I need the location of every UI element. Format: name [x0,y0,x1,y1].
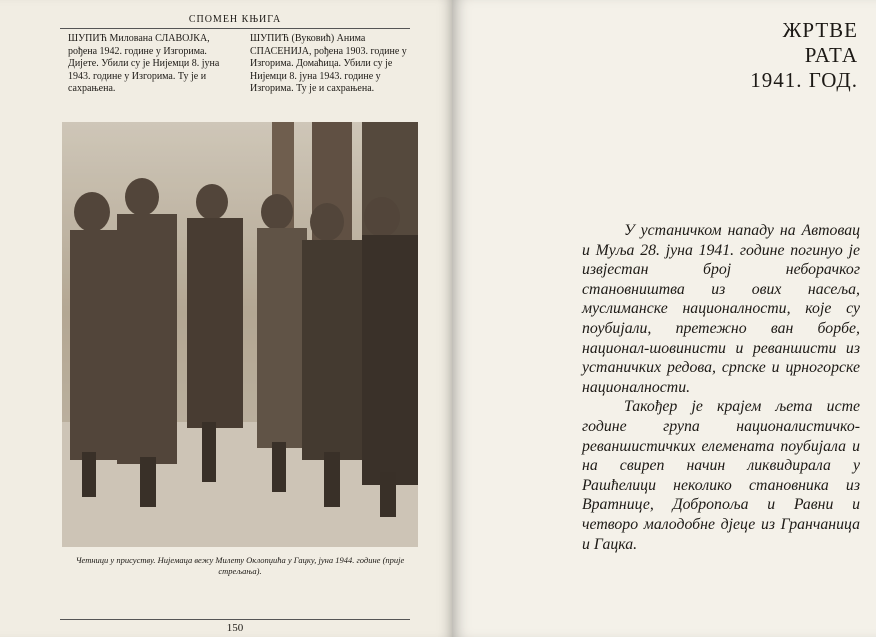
page-number: 150 [226,622,244,634]
paragraph-1: У устаничком нападу на Автовац и Муља 28. јуна 1941. године погинуо је извјестан број неборачког становништва из ових насеља, муслиманске националности, које су поубијали, претежно ван борбе, национал-шовинисти и реваншисти из устаничких редова, српске и црногорске националности. [582,222,860,396]
heading-line-1: ЖРТВЕ [782,18,858,42]
paragraph-2: Такођер је крајем љета исте године група националистичко-реваншистичких елемената поубијала и на свиреп начин ликвидирала у Рашћелици неколико становника из Вратнице, Добропоља и Равни и четворо малодобне дјеце из Гранчаница и Гацка. [582,398,860,553]
victim-entry-2: ШУПИЋ (Вуковић) Анима СПАСЕНИЈА, рођена 1903. године у Изгорима. Домаћица. Убили су је Нијемци 8. јуна 1943. године у Изгорима. Ту је и сахрањена. [250,33,407,94]
photo-caption: Четници у присуству. Нијемаца вежу Милету Оклопџића у Гацку, јуна 1944. године (прије стрељања). [75,555,405,576]
photo-illustration [62,122,418,547]
heading-line-3: 1941. ГОД. [750,68,858,92]
running-head: СПОМЕН КЊИГА [60,14,410,29]
body-text [582,221,860,554]
historical-photograph [62,122,418,547]
footer-rule [60,619,410,620]
chapter-heading [750,18,858,93]
heading-line-2: РАТА [804,43,858,67]
victim-entry-1: ШУПИЋ Милована СЛАВОЈКА, рођена 1942. године у Изгорима. Дијете. Убили су је Нијемци 8. јуна 1943. године у Изгорима. Ту је и сахрањена. [68,33,220,94]
